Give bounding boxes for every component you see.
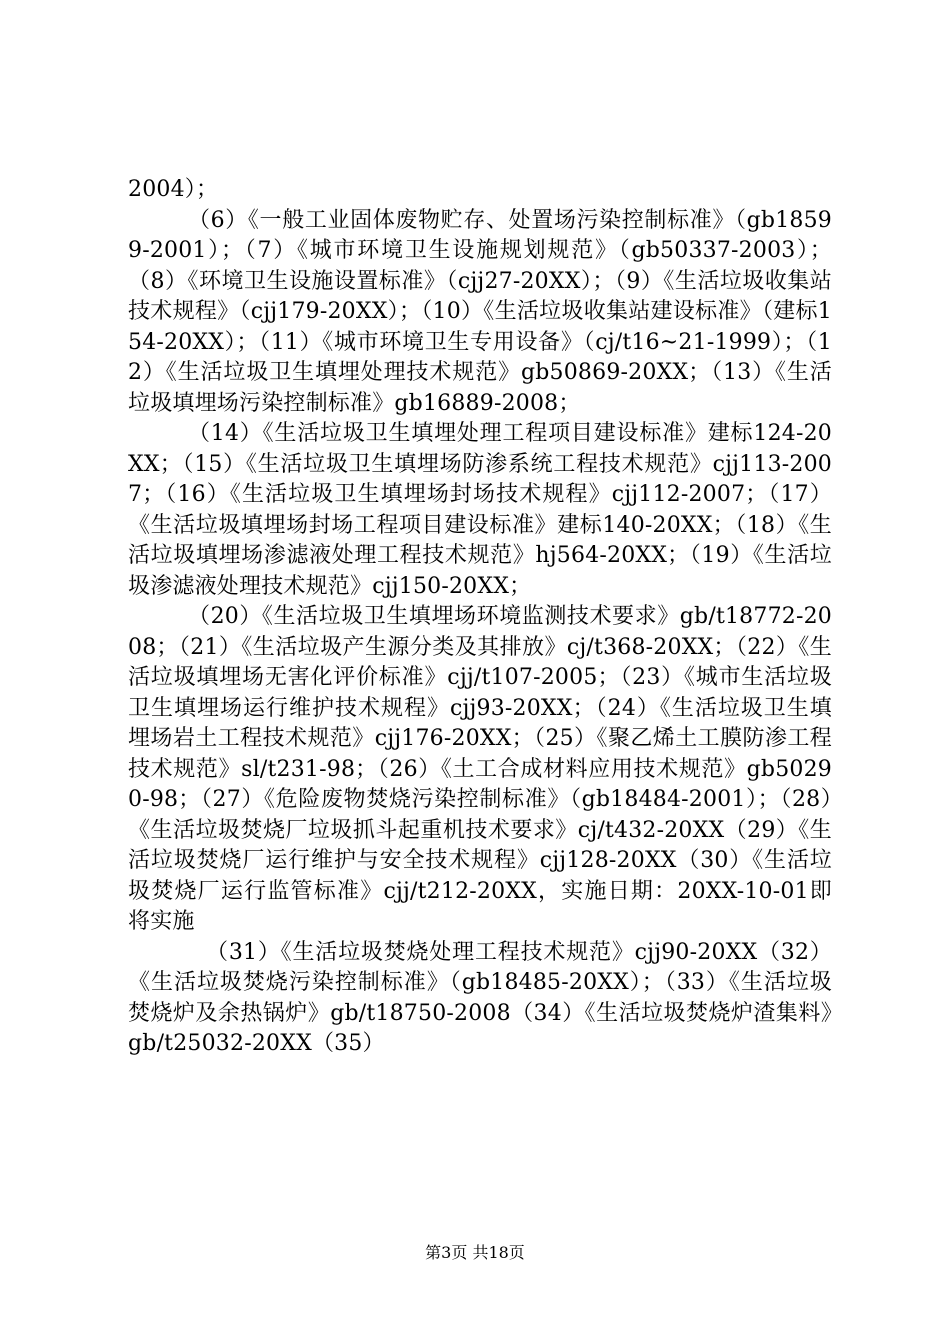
paragraph-standards-20-30: （20）《生活垃圾卫生填埋场环境监测技术要求》gb/t18772-2008；（21）《生活垃圾产生源分类及其排放》cj/t368-20XX；（22）《生活垃圾填埋场无害化评价标准》cjj/t107-2005；（23）《城市生活垃圾卫生填埋场运行维护技术规程》cjj93-20XX；（24）《生活垃圾卫生填埋场岩土工程技术规范》cjj176-20XX；（25）《聚乙烯土工膜防渗工程技术规范》sl/t231-98；（26）《土工合成材料应用技术规范》gb50290-98；（27）《危险废物焚烧污染控制标准》（gb18484-2001）；（28）《生活垃圾焚烧厂垃圾抓斗起重机技术要求》cj/t432-20XX（29）《生活垃圾焚烧厂运行维护与安全技术规程》cjj128-20XX（30）《生活垃圾焚烧厂运行监管标准》cjj/t212-20XX，实施日期：20XX-10-01即将实施 — [128, 604, 832, 934]
document-body — [128, 175, 832, 1060]
page-number-footer: 第3页 共18页 — [425, 1243, 525, 1262]
paragraph-continuation: 2004）； — [128, 177, 219, 202]
paragraph-standards-31-35: （31）《生活垃圾焚烧处理工程技术规范》cjj90-20XX（32）《生活垃圾焚烧污染控制标准》（gb18485-20XX）；（33）《生活垃圾焚烧炉及余热锅炉》gb/t18750-2008（34）《生活垃圾焚烧炉渣集料》gb/t25032-20XX（35） — [128, 939, 832, 1056]
paragraph-standards-14-19: （14）《生活垃圾卫生填埋处理工程项目建设标准》建标124-20XX；（15）《生活垃圾卫生填埋场防渗系统工程技术规范》cjj113-2007；（16）《生活垃圾卫生填埋场封场技术规程》cjj112-2007；（17）《生活垃圾填埋场封场工程项目建设标准》建标140-20XX；（18）《生活垃圾填埋场渗滤液处理工程技术规范》hj564-20XX；（19）《生活垃圾渗滤液处理技术规范》cjj150-20XX； — [128, 421, 832, 599]
paragraph-standards-6-13: （6）《一般工业固体废物贮存、处置场污染控制标准》（gb18599-2001）；（7）《城市环境卫生设施规划规范》（gb50337-2003）；（8）《环境卫生设施设置标准》（cjj27-20XX）；（9）《生活垃圾收集站技术规程》（cjj179-20XX）；（10）《生活垃圾收集站建设标准》（建标154-20XX）；（11）《城市环境卫生专用设备》（cj/t16~21-1999）；（12）《生活垃圾卫生填埋处理技术规范》gb50869-20XX；（13）《生活垃圾填埋场污染控制标准》gb16889-2008； — [128, 207, 832, 416]
